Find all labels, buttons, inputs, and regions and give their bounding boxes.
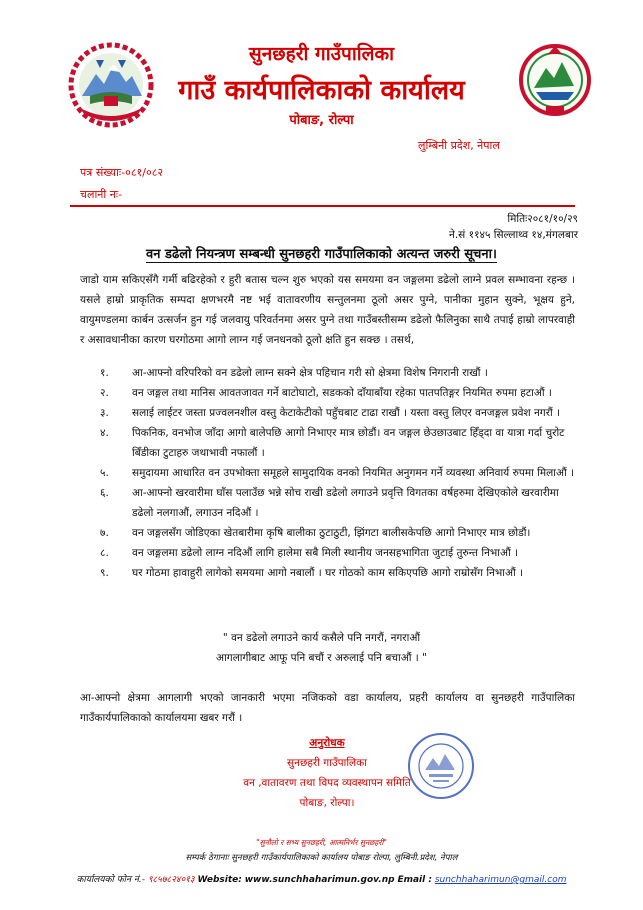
letter-number: पत्र संख्याः-०८१/०८२ [80, 166, 164, 179]
municipality-name: सुनछहरी गाउँपालिका [248, 43, 395, 65]
signature-heading: अनुरोधक [309, 737, 345, 749]
list-item-text: आ-आफ्नो खरवारीमा घाँस पलाउँछ भन्ने सोच राखी डढेलो लगाउने प्रवृत्ति विगतका वर्षहरुमा देखिएकोले खरवारीमा डढेलो नलगाऔं, लगाउन नदिऔं । [132, 487, 559, 519]
list-item [100, 483, 578, 523]
footer-address: सम्पर्क ठेगानाः सुनछहरी गाउँकार्यपालिकाको कार्यालय पोबाङ रोल्पा, लुम्बिनी.प्रदेश, नेपाल [185, 853, 458, 863]
notice-title-text: वन डढेलो नियन्त्रण सम्बन्धी सुनछहरी गाउँपालिकाको अत्यन्त जरुरी सूचना। [146, 247, 497, 262]
list-item-text: पिकनिक, वनभोज जाँदा आगो बालेपछि आगो निभाएर मात्र छोडौं। वन जङ्गल छेउछाउबाट हिँड्दा वा यात्रा गर्दा चुरोट बिँडीका टुटाहरु जथाभावी नफालौं । [132, 427, 565, 459]
nepal-sambat-date: ने.सं ११४५ सिल्लाथ्व १४,मंगलबार [449, 229, 578, 241]
list-item [100, 563, 578, 583]
website-link[interactable]: www.sunchhaharimun.gov.np [244, 875, 395, 885]
list-item [100, 383, 578, 403]
list-item-number: ९. [100, 567, 109, 579]
signature-line-3: पोबाङ, रोल्पा। [299, 797, 355, 809]
list-item-number: ५. [100, 467, 109, 479]
list-item-text: समुदायमा आधारित वन उपभोक्ता समूहले सामुदायिक वनको नियमित अनुगमन गर्ने व्यवस्था अनिवार्य रुपमा मिलाऔं । [132, 467, 575, 479]
footer-motto: "सुनौलो र सभ्य सुनछहरी, आत्मनिर्भर सुनछहरी" [256, 838, 387, 847]
slogan-line-2: आगलागीबाट आफू पनि बचौं र अरुलाई पनि बचाऔं । " [216, 652, 427, 664]
list-item-text: वन जङ्गल तथा मानिस आवतजावत गर्ने बाटोघाटो, सडकको दाँयाबाँया रहेका पातपतिङ्गर नियमित रुपमा हटाऔं । [132, 387, 552, 399]
bs-date: मितिः२०८१/१०/२९ [507, 213, 578, 225]
office-name: गाउँ कार्यपालिकाको कार्यालय [178, 75, 465, 106]
list-item-number: ६. [100, 487, 109, 499]
list-item-text: सलाई लाईटर जस्ता प्रज्वलनशील वस्तु केटाकेटीको पहुँचबाट टाढा राखौं । यस्ता वस्तु लिएर वनजङ्गल प्रवेश नगरौं । [132, 407, 561, 419]
phone-label: कार्यालयको फोन नं.- [76, 875, 148, 885]
list-item-text: घर गोठमा हावाहुरी लागेको समयमा आगो नबालौं । घर गोठको काम सकिएपछि आगो राम्रोसँग निभाऔं । [132, 567, 524, 579]
list-item-number: ४. [100, 427, 109, 439]
list-item-text: आ-आफ्नो वरिपरिको वन डढेलो लाग्न सक्ने क्षेत्र पहिचान गरी सो क्षेत्रमा विशेष निगरानी राखौं । [132, 367, 488, 379]
footer-contact [0, 872, 643, 885]
province-name: लुम्बिनी प्रदेश, नेपाल [418, 139, 500, 152]
list-item [100, 523, 578, 543]
list-item [100, 403, 578, 423]
closing-paragraph: आ-आफ्नो क्षेत्रमा आगलागी भएको जानकारी भएमा नजिकको वडा कार्यालय, प्रहरी कार्यालय वा सुनछहरी गाउँपालिका गाउँकार्यपालिकाको कार्यालयमा खबर गरौं । [80, 692, 575, 724]
phone-number: ९८५७८२४०१३ [147, 875, 195, 885]
list-item-text: वन जङ्गलसँग जोडिएका खेतबारीमा कृषि बालीका ठुटाठुटी, झिंगटा बालीसकेपछि आगो निभाएर मात्र छोडौं। [132, 527, 531, 539]
email-label: Email : [397, 875, 432, 885]
list-item-number: ३. [100, 407, 109, 419]
list-item-number: ७. [100, 527, 109, 539]
list-item-number: २. [100, 387, 109, 399]
list-item [100, 463, 578, 483]
notice-title [0, 244, 643, 262]
instruction-list [100, 363, 578, 583]
notice-intro: जाडो याम सकिएसँगै गर्मी बढिरहेको र हुरी बतास चल्न शुरु भएको यस समयमा वन जङ्गलमा डढेलो लाग्ने प्रवल सम्भावना रहन्छ । यसले हाम्रो प्राकृतिक सम्पदा क्षणभरमै नष्ट भई वातावरणीय सन्तुलनमा ठूलो असर पुग्ने, पानीका मुहान सुक्ने, भूक्षय हुने, वायुमण्डलमा कार्बन उत्सर्जन हुन गई जलवायु परिवर्तनमा असर पुग्ने तथा गाउँबस्तीसम्म डढेलो फैलिनुका साथै तपाई हाम्रो लापरवाही र असावधानीका कारण घरगोठमा आगो लाग्न गई जनधनको ठूलो क्षति हुन सक्छ । तसर्थ, [80, 274, 575, 346]
office-location: पोबाङ, रोल्पा [289, 113, 354, 128]
list-item-number: १. [100, 367, 109, 379]
header-divider [70, 205, 575, 207]
official-stamp-icon [405, 730, 477, 802]
list-item-number: ८. [100, 547, 109, 559]
list-item [100, 363, 578, 383]
website-label: Website: [197, 875, 242, 885]
list-item [100, 543, 578, 563]
list-item-text: वन जङ्गलमा डढेलो लाग्न नदिऔं लागि हालेमा सबै मिली स्थानीय जनसहभागिता जुटाई तुरुन्त निभाऔं । [132, 547, 519, 559]
slogan-line-1: " वन डढेलो लगाउने कार्य कसैले पनि नगरौं, नगराऔं [222, 632, 421, 644]
signature-block [242, 733, 412, 813]
email-link[interactable]: sunchhaharimun@gmail.com [434, 875, 567, 885]
dispatch-number: चलानी नः- [80, 188, 123, 201]
signature-line-2: वन ,वातावरण तथा विपद व्यवस्थापन समिति [243, 777, 411, 789]
signature-line-1: सुनछहरी गाउँपालिका [287, 757, 367, 769]
list-item [100, 423, 578, 463]
